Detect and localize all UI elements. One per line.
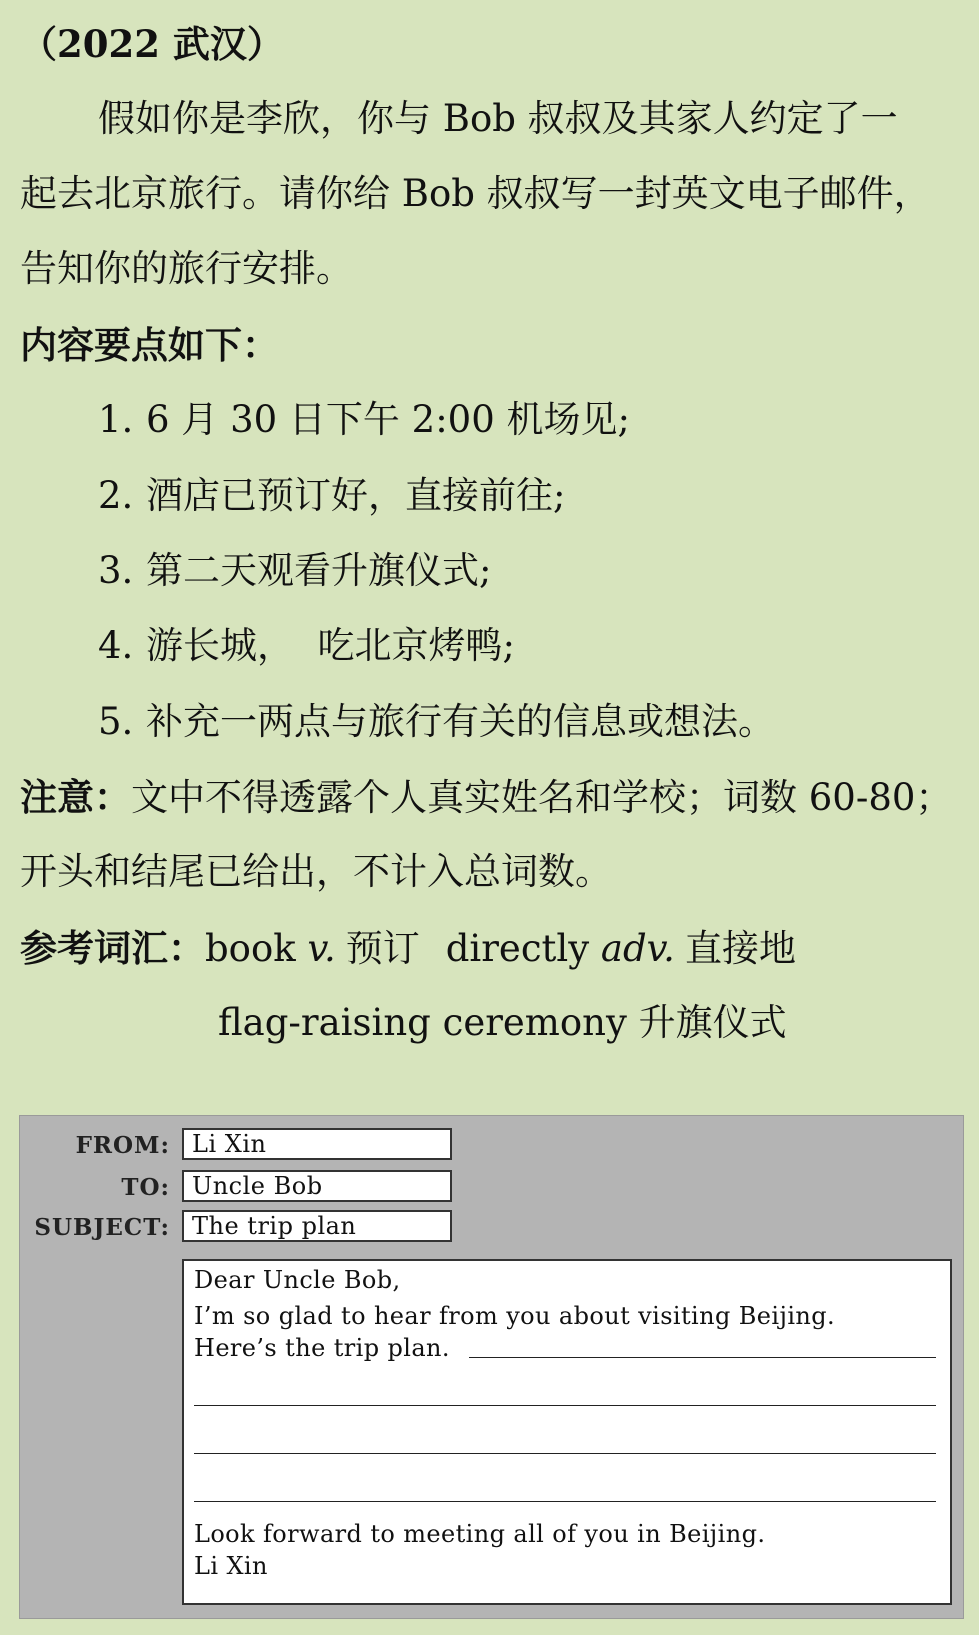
point-number: 2.	[98, 474, 134, 517]
vocab-label: 参考词汇：	[20, 926, 205, 970]
vocab-word-book: book v.	[205, 927, 336, 970]
point-text: 补充一两点与旅行有关的信息或想法。	[146, 700, 775, 743]
to-label: TO:	[121, 1174, 170, 1201]
note-text-1: 文中不得透露个人真实姓名和学校；词数 60-80；	[131, 776, 953, 819]
point-item-2	[98, 474, 565, 518]
point-number: 3.	[98, 549, 134, 592]
prompt-line-3: 告知你的旅行安排。	[20, 247, 353, 290]
point-item-1	[98, 398, 630, 442]
email-body-line-1: I’m so glad to hear from you about visiting Beijing.	[194, 1302, 836, 1330]
point-number: 5.	[98, 700, 134, 743]
point-number: 4.	[98, 624, 134, 667]
vocab-word-directly: directly adv.	[445, 927, 675, 970]
point-text: 酒店已预订好，直接前往;	[146, 474, 566, 517]
prompt-line-1: 假如你是李欣，你与 Bob 叔叔及其家人约定了一	[98, 97, 898, 140]
prompt-line-2: 起去北京旅行。请你给 Bob 叔叔写一封英文电子邮件，	[20, 172, 931, 215]
answer-line-1[interactable]	[469, 1357, 936, 1358]
source-tag: （2022 武汉）	[20, 22, 284, 66]
point-text: 6 月 30 日下午 2:00 机场见;	[146, 398, 630, 441]
email-body-box[interactable]	[182, 1259, 952, 1605]
from-field[interactable]: Li Xin	[182, 1128, 452, 1160]
answer-line-4[interactable]	[194, 1501, 936, 1502]
points-heading: 内容要点如下：	[20, 323, 279, 367]
vocab-line-1	[20, 926, 796, 971]
email-body-line-2: Here’s the trip plan.	[194, 1334, 450, 1362]
subject-field[interactable]: The trip plan	[182, 1210, 452, 1242]
point-item-3	[98, 549, 491, 593]
to-field[interactable]: Uncle Bob	[182, 1170, 452, 1202]
answer-line-3[interactable]	[194, 1453, 936, 1454]
point-text: 第二天观看升旗仪式;	[146, 549, 492, 592]
vocab-gloss-book: 预订	[345, 927, 420, 970]
email-greeting: Dear Uncle Bob,	[194, 1266, 401, 1294]
note-line-2: 开头和结尾已给出，不计入总词数。	[20, 850, 612, 893]
vocab-gloss-directly: 直接地	[684, 927, 796, 970]
point-item-4	[98, 624, 515, 668]
point-item-5	[98, 700, 775, 744]
email-signature: Li Xin	[194, 1552, 268, 1580]
note-line-1	[20, 775, 952, 820]
email-form	[19, 1115, 964, 1619]
point-number: 1.	[98, 398, 134, 441]
point-text: 游长城， 吃北京烤鸭;	[146, 624, 515, 667]
email-closing: Look forward to meeting all of you in Beijing.	[194, 1520, 766, 1548]
vocab-line-2: flag-raising ceremony 升旗仪式	[218, 1001, 787, 1044]
answer-line-2[interactable]	[194, 1405, 936, 1406]
subject-label: SUBJECT:	[34, 1214, 170, 1241]
note-label: 注意：	[20, 775, 131, 819]
from-label: FROM:	[75, 1132, 170, 1159]
